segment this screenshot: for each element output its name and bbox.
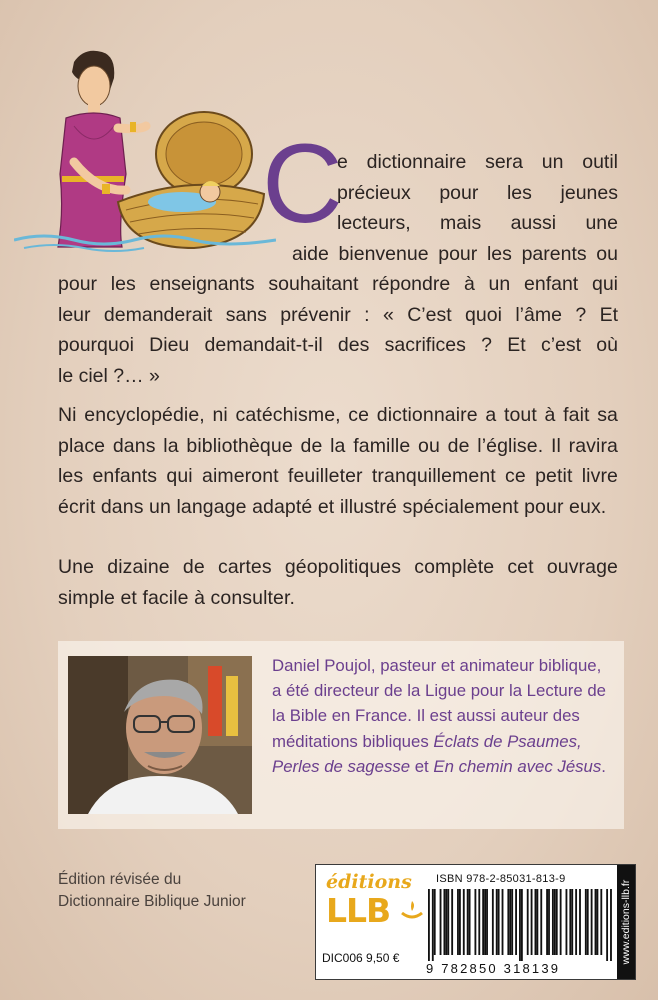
barcode-digits: 9 782850 318139 [426,961,561,976]
intro-line: e dictionnaire sera un outil [337,151,618,173]
barcode-bar [535,889,537,955]
edition-note-line-2: Dictionnaire Biblique Junior [58,893,246,910]
barcode-bar [474,889,476,955]
barcode-bar [571,889,573,955]
barcode-bar [519,889,521,961]
barcode-bar [546,889,548,955]
barcode-bar [575,889,577,955]
barcode-bar [554,889,556,955]
barcode-graphic [428,889,612,961]
description-paragraph-2: Ni encyclopédie, ni catéchisme, ce dictionnaire a tout à fait sa place dans la bibliothèque de la famille ou de l’église. Il ravira les enfants qui aimeront feuilleter tranquillement ce petit livre écrit dans un langage adapté et illustré spécialement pour eux. [58,404,618,518]
intro-line: pourquoi Dieu demandait-t-il des sacrifices ? Et c’est où [58,334,618,356]
barcode-bar [597,889,599,955]
barcode-bar [440,889,442,955]
barcode-bar [484,889,486,955]
barcode-bar [492,889,494,955]
publisher-barcode-box [315,864,636,980]
barcode-bar [527,889,529,955]
bio-connector: et [410,756,434,776]
barcode-bar [509,889,511,955]
barcode-bar [445,889,447,955]
barcode-bar [587,889,589,955]
barcode-bar [507,889,509,955]
barcode-bar [531,889,533,955]
barcode-bar [451,889,453,955]
barcode-bar [585,889,587,955]
logo-editions-text: éditions [326,871,412,893]
intro-line: le ciel ?… » [58,364,160,387]
barcode-bar [521,889,523,961]
website-text: www.editions-llb.fr [620,879,632,965]
intro-line: lecteurs, mais aussi une [337,212,618,234]
publisher-website [617,865,635,979]
isbn-number: ISBN 978-2-85031-813-9 [436,873,566,885]
barcode-bar [463,889,465,955]
logo-lamp-icon [400,899,424,923]
barcode-bar [502,889,504,955]
barcode-bar [552,889,554,955]
edition-note-line-1: Édition révisée du [58,871,182,888]
barcode-bar [548,889,550,955]
intro-line: leur demanderait sans prévenir : « C’est quoi l’âme ? Et [58,303,618,326]
barcode-bar [428,889,430,961]
edition-note [58,869,246,913]
barcode-bar [569,889,571,955]
barcode-bar [540,889,542,955]
bio-works-1: Éclats de Psaumes, Perles de sagesse [272,731,582,776]
barcode-bar [457,889,459,955]
barcode-bar [556,889,558,955]
intro-line: pour les enseignants souhaitant répondre à un enfant qui [58,273,618,295]
barcode-bar [482,889,484,955]
barcode-bar [459,889,461,955]
barcode-bar [600,889,602,955]
barcode-bar [511,889,513,955]
barcode-bar [434,889,436,955]
woman-basket-illustration [14,42,276,254]
barcode-bar [566,889,568,955]
logo-llb-text: LLB [326,891,391,930]
author-bio-text [272,653,612,779]
barcode-bar [610,889,612,961]
barcode-bar [478,889,480,955]
barcode-bar [579,889,581,955]
author-portrait [68,656,252,814]
bio-works-2: En chemin avec Jésus [433,756,602,776]
barcode-bar [486,889,488,955]
publisher-logo [320,871,424,943]
barcode-bar [560,889,562,955]
description-paragraph-3: Une dizaine de cartes géopolitiques complète cet ouvrage simple et facile à consulter. [58,556,618,609]
intro-line: aide bienvenue pour les parents ou [292,242,618,265]
barcode-bar [498,889,500,955]
barcode-bar [447,889,449,955]
barcode-bar [443,889,445,955]
barcode-bar [606,889,608,961]
barcode-bar [591,889,593,955]
author-bio-box [58,641,624,829]
barcode-bar [536,889,538,955]
bio-end: . [601,756,606,776]
barcode-bar [432,889,434,961]
intro-line: précieux pour les jeunes [337,181,618,204]
barcode-bar [496,889,498,955]
drop-cap-letter: C [262,121,343,246]
barcode-bar [467,889,469,955]
barcode-bar [469,889,471,955]
bio-main: Daniel Poujol, pasteur et animateur biblique, a été directeur de la Ligue pour la Lecture de la Bible en France. Il est aussi auteur des méditations bibliques [272,656,606,751]
product-code-price: DIC006 9,50 € [322,951,400,965]
barcode-bar [515,889,517,955]
barcode-bar [595,889,597,955]
